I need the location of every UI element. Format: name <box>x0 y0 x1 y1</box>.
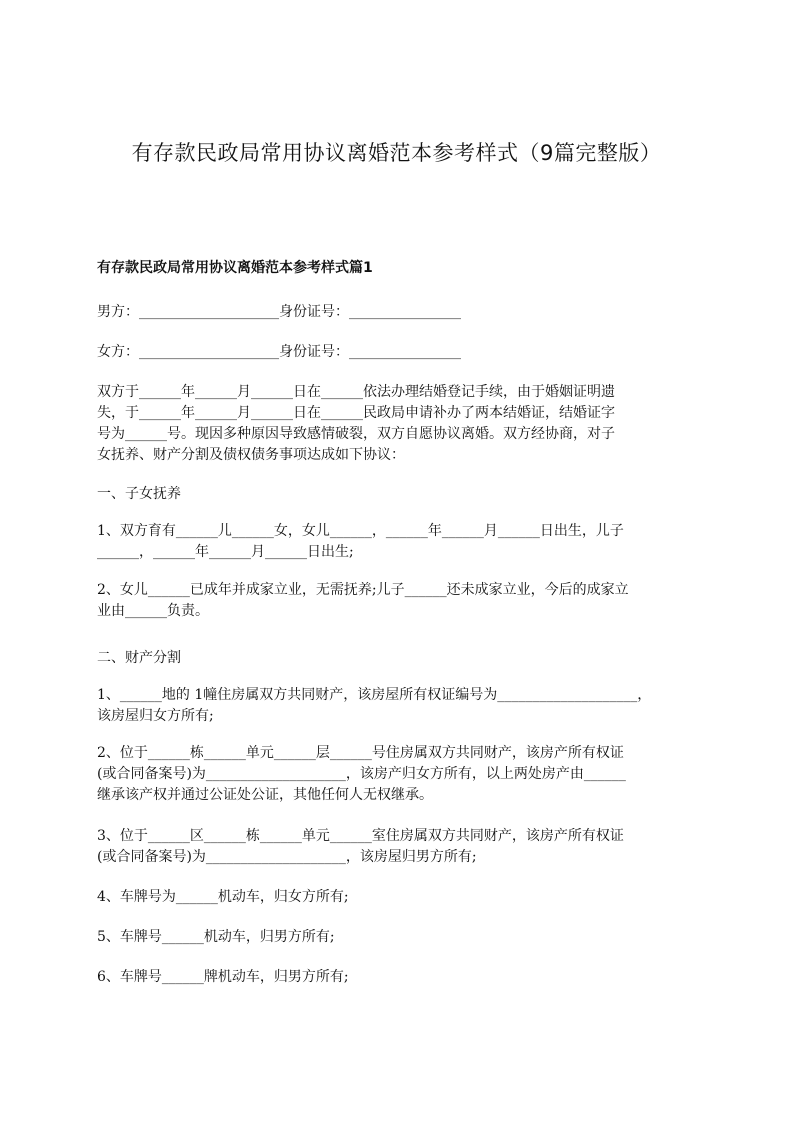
property-item-2-line: (或合同备案号)为____________________，该房产归女方所有，以上两处房产由______ <box>97 766 626 782</box>
property-item-1 <box>97 685 709 727</box>
intro-paragraph <box>97 382 709 466</box>
property-item-6 <box>97 967 709 988</box>
property-item-3-line: (或合同备案号)为____________________，该房屋归男方所有; <box>97 849 477 865</box>
children-item-2-line: 2、女儿______已成年并成家立业，无需抚养;儿子______还未成家立业，今后的成家立 <box>97 582 629 598</box>
children-item-1-line: ______，______年______月______日出生; <box>97 544 354 560</box>
document-title: 有存款民政局常用协议离婚范本参考样式（9篇完整版） <box>131 141 662 165</box>
intro-line: 双方于______年______月______日在______依法办理结婚登记手续，由于婚姻证明遗 <box>97 384 615 400</box>
property-item-5 <box>97 927 709 948</box>
property-heading-text: 二、财产分割 <box>97 650 181 666</box>
property-item-3-line: 3、位于______区______栋______单元______室住房属双方共同财产，该房产所有权证 <box>97 828 624 844</box>
intro-line: 号为______号。现因多种原因导致感情破裂，双方自愿协议离婚。双方经协商，对子 <box>97 426 615 442</box>
children-heading <box>97 484 709 505</box>
intro-line: 失，于______年______月______日在______民政局申请补办了两本结婚证，结婚证字 <box>97 405 615 421</box>
children-heading-text: 一、子女抚养 <box>97 486 181 502</box>
property-item-1-line: 1、______地的 1幢住房属双方共同财产，该房屋所有权证编号为____________________， <box>97 687 652 703</box>
female-party-line <box>97 342 709 363</box>
children-item-1-line: 1、双方育有______儿______女，女儿______，______年______月______日出生，儿子 <box>97 523 624 539</box>
property-item-2-line: 继承该产权并通过公证处公证，其他任何人无权继承。 <box>97 787 433 803</box>
children-item-2 <box>97 580 709 622</box>
property-item-2 <box>97 743 709 806</box>
intro-line: 女抚养、财产分割及债权债务事项达成如下协议： <box>97 447 405 463</box>
property-item-6-text: 6、车牌号______牌机动车，归男方所有; <box>97 969 349 985</box>
section-heading: 有存款民政局常用协议离婚范本参考样式篇1 <box>97 260 373 276</box>
children-item-2-line: 业由______负责。 <box>97 603 209 619</box>
property-item-4 <box>97 887 709 908</box>
property-item-4-text: 4、车牌号为______机动车，归女方所有; <box>97 889 349 905</box>
female-party-text: 女方：____________________身份证号：________________ <box>97 344 461 360</box>
male-party-text: 男方：____________________身份证号：________________ <box>97 304 461 320</box>
property-item-1-line: 该房屋归女方所有; <box>97 708 214 724</box>
male-party-line <box>97 302 709 323</box>
property-item-2-line: 2、位于______栋______单元______层______号住房属双方共同财产，该房产所有权证 <box>97 745 624 761</box>
children-item-1 <box>97 521 709 563</box>
property-item-5-text: 5、车牌号______机动车，归男方所有; <box>97 929 335 945</box>
property-heading <box>97 648 709 669</box>
property-item-3 <box>97 826 709 868</box>
